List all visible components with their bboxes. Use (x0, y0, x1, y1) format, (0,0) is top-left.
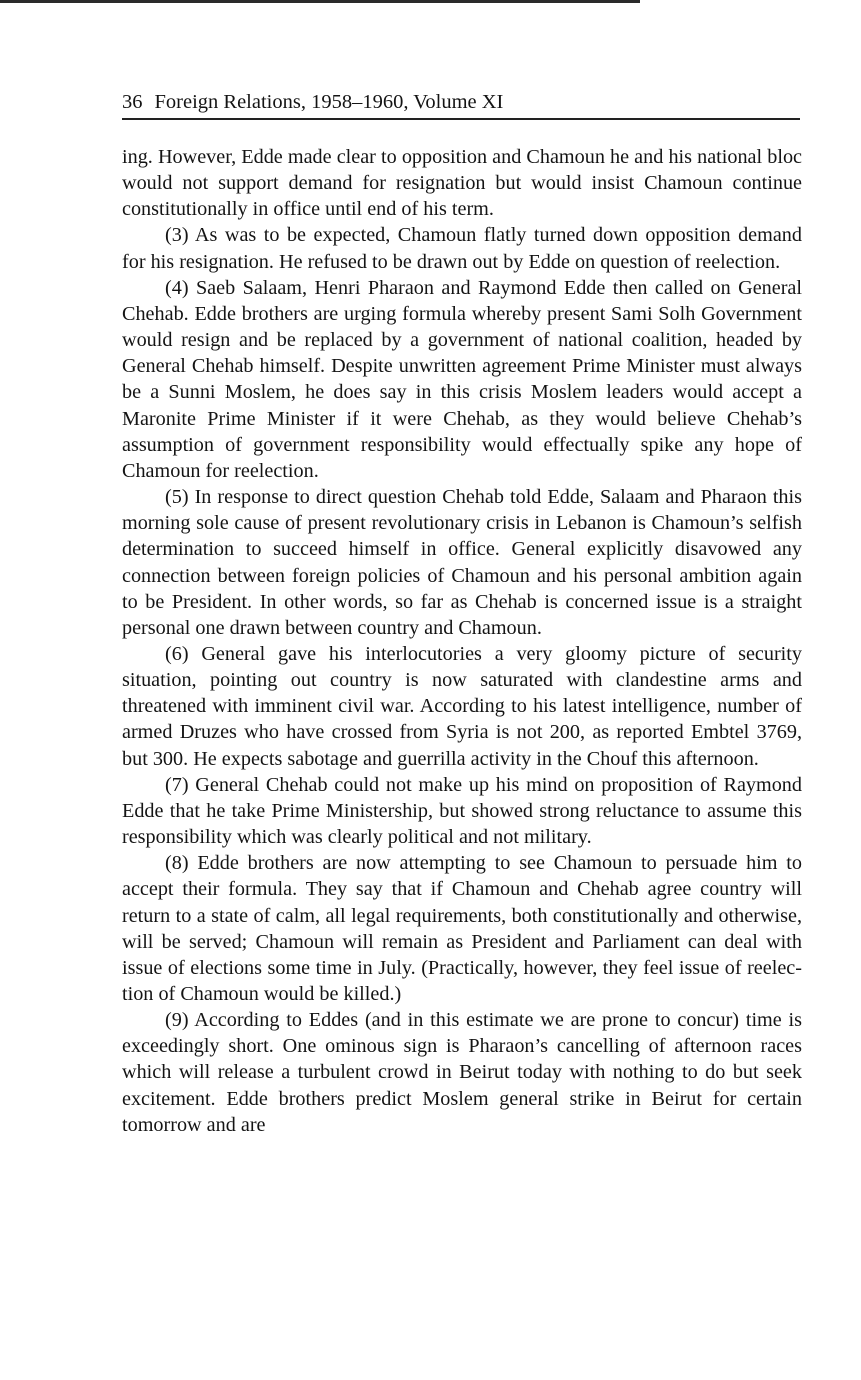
header-title: Foreign Relations, 1958–1960, Volume XI (154, 91, 504, 113)
paragraph-5: (5) In response to direct question Chehab told Edde, Salaam and Pharaon this morning sole cause of present revolutionary crisis in Lebanon is Chamoun’s selfish determination to succeed himself in office. General explicitly disavowed any connection between foreign policies of Chamoun and his personal ambition again to be President. In other words, so far as Chehab is concerned issue is a straight personal one drawn between country and Chamoun. (122, 486, 802, 639)
body-text (122, 144, 802, 1138)
paragraph-6: (6) General gave his interlocutories a very gloomy picture of security situation, pointing out country is now saturated with clandestine arms and threatened with imminent civil war. According to his latest intelligence, number of armed Druzes who have crossed from Syria is not 200, as reported Embtel 3769, but 300. He expects sabotage and guerrilla activity in the Chouf this afternoon. (122, 642, 802, 770)
paragraph-4: (4) Saeb Salaam, Henri Pharaon and Raymond Edde then called on General Chehab. Edde brothers are urging formula whereby present Sami Solh Government would resign and be replaced by a government of national coalition, headed by General Chehab himself. Despite unwritten agreement Prime Minister must always be a Sunni Moslem, he does say in this crisis Moslem leaders would accept a Maronite Prime Minister if it were Chehab, as they would believe Chehab’s assumption of government responsibility would effectually spike any hope of Chamoun for reelection. (122, 276, 802, 482)
header-rule (122, 118, 800, 120)
paragraph-8: (8) Edde brothers are now attempting to see Chamoun to persuade him to accept their formula. They say that if Chamoun and Chehab agree country will return to a state of calm, all legal requirements, both constitutionally and otherwise, will be served; Chamoun will remain as President and Parliament can deal with issue of elections some time in July. (Practically, however, they feel issue of reelection of Chamoun would be killed.) (122, 852, 802, 1005)
paragraph-7: (7) General Chehab could not make up his mind on proposition of Raymond Edde that he take Prime Ministership, but showed strong reluctance to assume this responsibility which was clearly political and not military. (122, 773, 802, 849)
running-header (122, 89, 800, 117)
page-number: 36 (122, 91, 143, 113)
paragraph-9: (9) According to Eddes (and in this estimate we are prone to concur) time is exceedingly short. One ominous sign is Pharaon’s cancelling of afternoon races which will release a turbulent crowd in Beirut today with nothing to do but seek excitement. Edde brothers predict Moslem general strike in Beirut for certain tomorrow and are (122, 1009, 802, 1136)
paragraph-3: (3) As was to be expected, Chamoun flatly turned down opposition demand for his resignation. He refused to be drawn out by Edde on question of reelection. (122, 224, 802, 273)
scan-top-edge (0, 0, 640, 3)
paragraph-continuation: ing. However, Edde made clear to opposition and Chamoun he and his national bloc would not support demand for resignation but would insist Chamoun continue constitutionally in office until end of his term. (122, 146, 802, 221)
